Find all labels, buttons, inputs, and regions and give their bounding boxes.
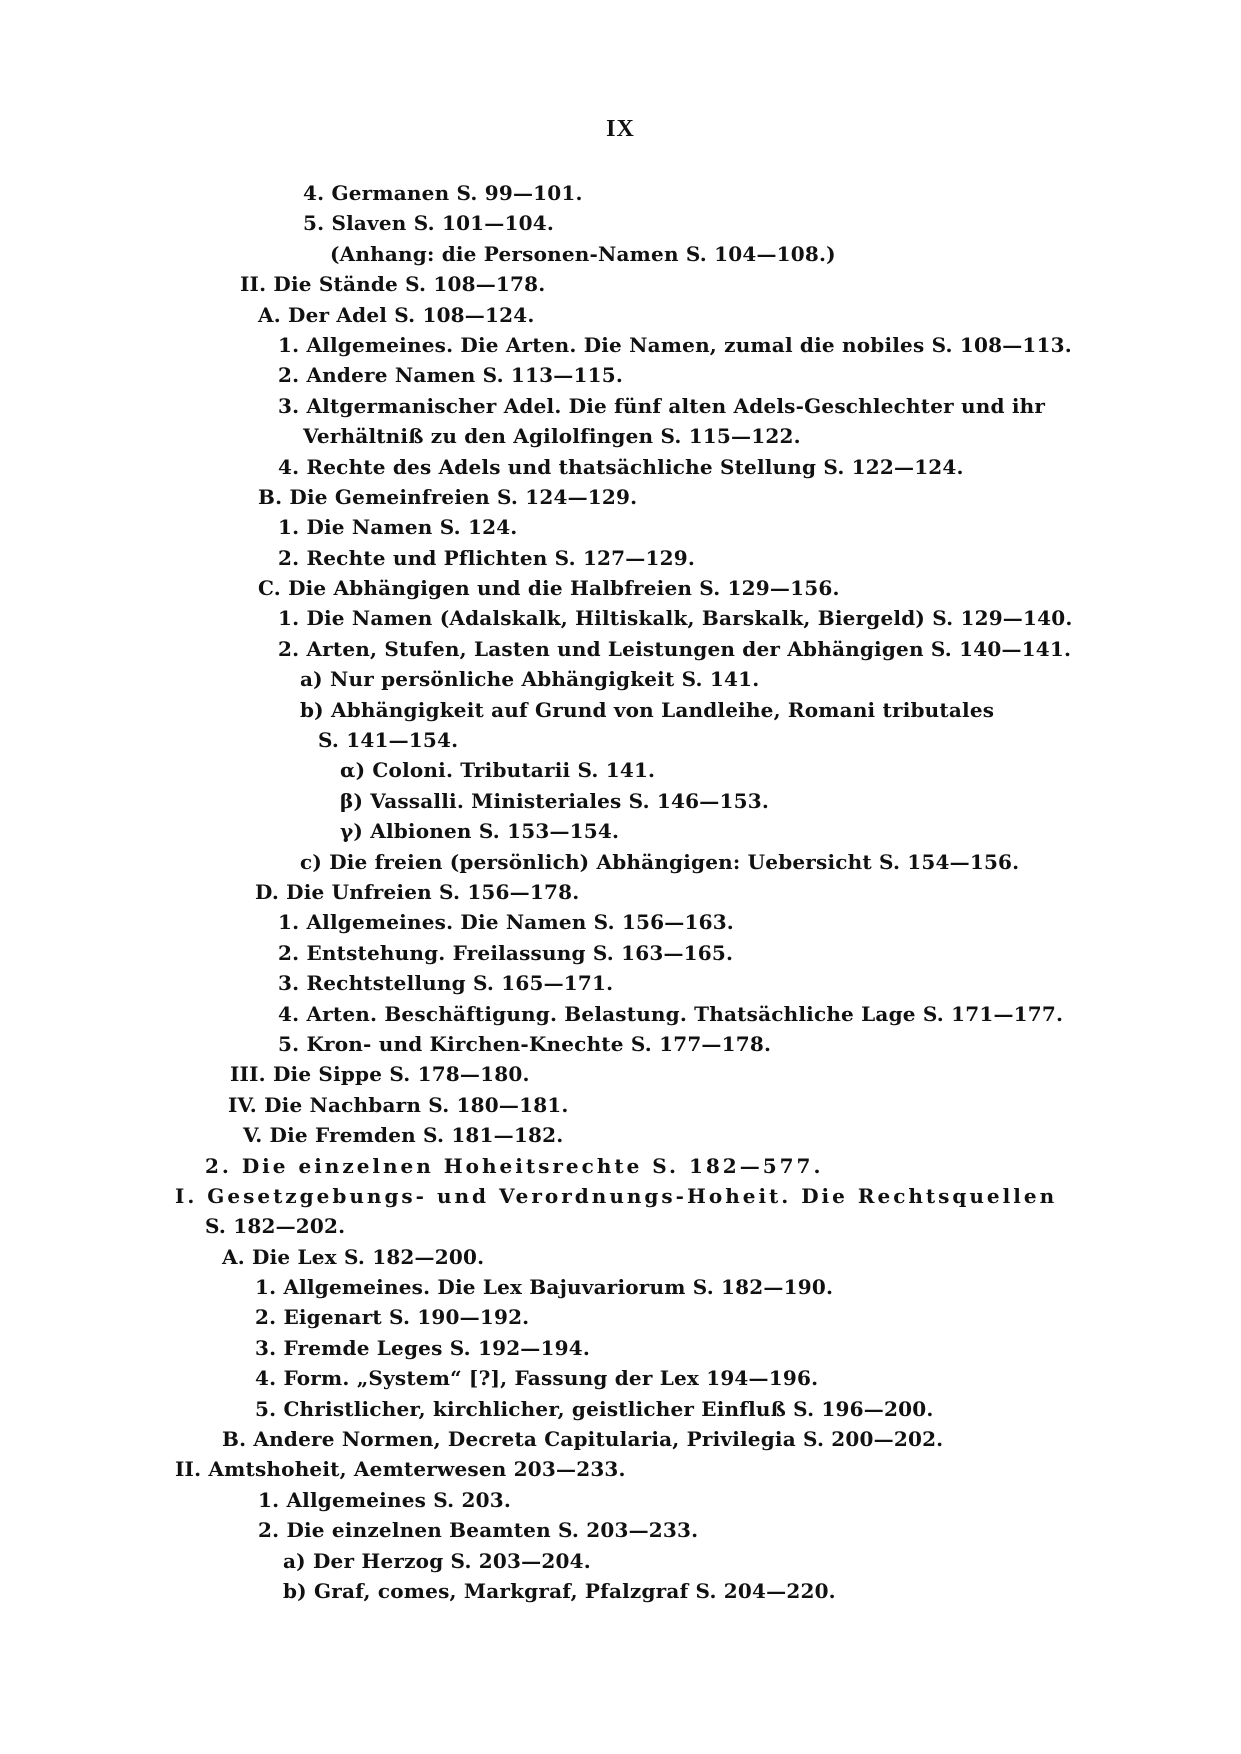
toc-entry: 2. Andere Namen S. 113—115. [278, 363, 623, 388]
toc-entry: α) Coloni. Tributarii S. 141. [340, 758, 656, 783]
toc-entry: 5. Slaven S. 101—104. [303, 211, 555, 236]
toc-entry: 3. Rechtstellung S. 165—171. [278, 971, 614, 996]
toc-entry: Verhältniß zu den Agilolfingen S. 115—122. [303, 424, 801, 449]
toc-entry: III. Die Sippe S. 178—180. [230, 1062, 530, 1087]
toc-entry: 4. Arten. Beschäftigung. Belastung. Thatsächliche Lage S. 171—177. [278, 1001, 1064, 1026]
toc-entry: 2. Die einzelnen Hoheitsrechte S. 182—577. [205, 1153, 824, 1178]
toc-entry: A. Die Lex S. 182—200. [222, 1244, 485, 1269]
toc-entry: 4. Germanen S. 99—101. [303, 181, 583, 205]
toc-entry: β) Vassalli. Ministeriales S. 146—153. [340, 788, 769, 813]
toc-entry: a) Nur persönliche Abhängigkeit S. 141. [300, 667, 760, 692]
table-of-contents [0, 178, 1241, 1606]
toc-entry: 1. Allgemeines. Die Lex Bajuvariorum S. 182—190. [255, 1275, 834, 1300]
toc-entry: 2. Rechte und Pflichten S. 127—129. [278, 545, 695, 570]
toc-entry: c) Die freien (persönlich) Abhängigen: Uebersicht S. 154—156. [300, 849, 1020, 874]
toc-entry: 4. Form. „System“ [?], Fassung der Lex 194—196. [255, 1366, 819, 1391]
toc-entry: 5. Christlicher, kirchlicher, geistlicher Einfluß S. 196—200. [255, 1396, 934, 1421]
toc-entry: 3. Fremde Leges S. 192—194. [255, 1335, 591, 1360]
toc-entry: II. Amtshoheit, Aemterwesen 203—233. [175, 1457, 626, 1482]
toc-entry: I. Gesetzgebungs- und Verordnungs-Hoheit. Die Rechtsquellen [175, 1183, 1058, 1208]
toc-entry: 2. Arten, Stufen, Lasten und Leistungen der Abhängigen S. 140—141. [278, 636, 1072, 661]
toc-entry: V. Die Fremden S. 181—182. [243, 1123, 564, 1148]
page-number: IX [606, 116, 635, 142]
toc-entry: A. Der Adel S. 108—124. [258, 302, 535, 327]
toc-entry: 1. Allgemeines. Die Namen S. 156—163. [278, 910, 734, 935]
toc-entry: 4. Rechte des Adels und thatsächliche Stellung S. 122—124. [278, 454, 964, 479]
toc-entry: D. Die Unfreien S. 156—178. [255, 879, 580, 904]
toc-entry: IV. Die Nachbarn S. 180—181. [228, 1092, 569, 1117]
toc-entry: 5. Kron- und Kirchen-Knechte S. 177—178. [278, 1031, 772, 1056]
toc-entry: 1. Allgemeines. Die Arten. Die Namen, zumal die nobiles S. 108—113. [278, 332, 1072, 357]
toc-entry: 2. Eigenart S. 190—192. [255, 1305, 530, 1330]
toc-entry: a) Der Herzog S. 203—204. [283, 1548, 591, 1573]
toc-entry: II. Die Stände S. 108—178. [240, 272, 546, 297]
toc-entry: S. 141—154. [318, 728, 459, 753]
toc-entry: 3. Altgermanischer Adel. Die fünf alten Adels-Geschlechter und ihr [278, 393, 1046, 418]
toc-entry: 1. Allgemeines S. 203. [258, 1487, 512, 1512]
toc-entry: B. Die Gemeinfreien S. 124—129. [258, 484, 638, 509]
toc-entry: γ) Albionen S. 153—154. [340, 819, 620, 844]
toc-entry: B. Andere Normen, Decreta Capitularia, Privilegia S. 200—202. [222, 1427, 944, 1452]
toc-entry: 2. Die einzelnen Beamten S. 203—233. [258, 1518, 699, 1543]
toc-entry: S. 182—202. [205, 1214, 346, 1239]
toc-entry: (Anhang: die Personen-Namen S. 104—108.) [330, 241, 836, 266]
toc-entry: 2. Entstehung. Freilassung S. 163—165. [278, 940, 734, 965]
toc-entry: 1. Die Namen S. 124. [278, 515, 518, 540]
toc-entry: C. Die Abhängigen und die Halbfreien S. 129—156. [258, 576, 840, 601]
toc-entry: b) Abhängigkeit auf Grund von Landleihe, Romani tributales [300, 697, 995, 722]
toc-entry: 1. Die Namen (Adalskalk, Hiltiskalk, Barskalk, Biergeld) S. 129—140. [278, 606, 1073, 631]
toc-entry: b) Graf, comes, Markgraf, Pfalzgraf S. 204—220. [283, 1578, 836, 1603]
